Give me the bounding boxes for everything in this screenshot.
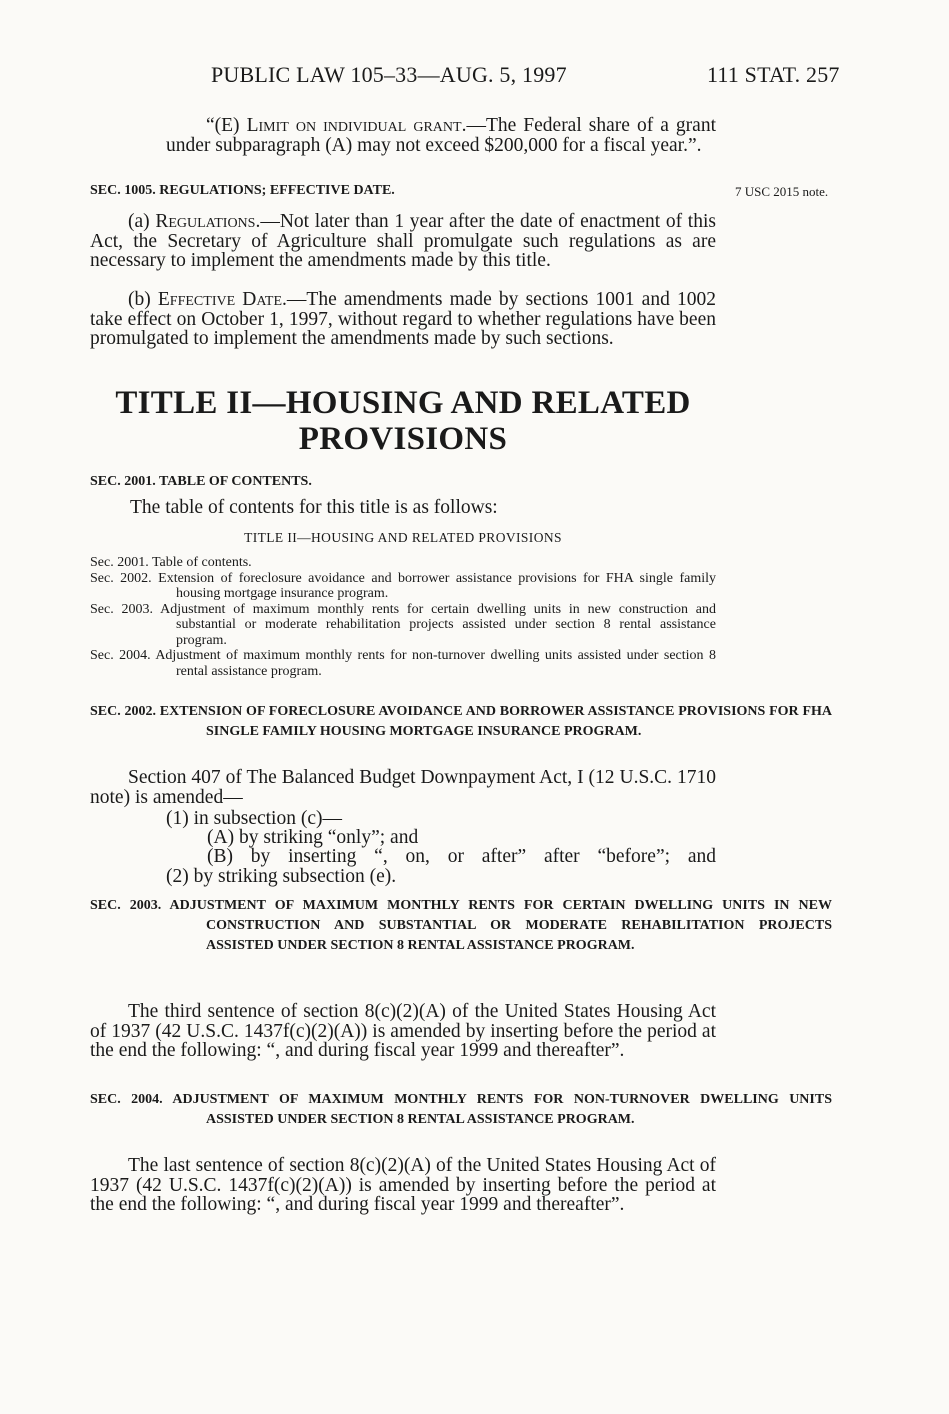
- sub-b-lead: (b): [128, 289, 158, 310]
- sec-2002-intro: Section 407 of The Balanced Budget Downpayment Act, I (12 U.S.C. 1710 note) is amended—: [90, 767, 716, 808]
- sec-2002-item-a: (A) by striking “only”; and: [207, 827, 419, 848]
- sub-a-lead: (a): [128, 211, 156, 232]
- sec-1005-subsection-b: [90, 290, 716, 349]
- toc-entry-2001: Sec. 2001. Table of contents.: [90, 555, 252, 570]
- sec-2002-heading: SEC. 2002. EXTENSION OF FORECLOSURE AVOIDANCE AND BORROWER ASSISTANCE PROVISIONS FOR FHA SINGLE FAMILY HOUSING MORTGAGE INSURANCE PROGRAM.: [90, 704, 832, 739]
- toc-entry-2003: Sec. 2003. Adjustment of maximum monthly rents for certain dwelling units in new construction and substantial or moderate rehabilitation projects assisted under section 8 rental assistance program.: [90, 601, 716, 648]
- page-stat-number: 111 STAT. 257: [707, 62, 840, 87]
- title-ii-heading: [90, 385, 716, 457]
- limit-clause-lead: “(E): [206, 115, 247, 136]
- sec-1005-heading: SEC. 1005. REGULATIONS; EFFECTIVE DATE.: [90, 183, 395, 198]
- title-line-1: TITLE II—HOUSING AND RELATED: [115, 385, 691, 421]
- toc-entry-2004: Sec. 2004. Adjustment of maximum monthly rents for non-turnover dwelling units assisted under section 8 rental assistance program.: [90, 648, 716, 679]
- sub-a-text: .—Not later than 1 year after the date of enactment of this Act, the Secretary of Agriculture shall promulgate such regulations as are necessary to implement the amendments made by this title.: [90, 211, 716, 271]
- running-header-left: PUBLIC LAW 105–33—AUG. 5, 1997: [211, 62, 567, 87]
- sec-2002-item-b: (B) by inserting “, on, or after” after “before”; and: [207, 846, 716, 867]
- sub-b-text: .—The amendments made by sections 1001 and 1002 take effect on October 1, 1997, without regard to whether regulations have been promulgated to implement the amendments made by such sections.: [90, 289, 716, 349]
- sec-2002-item-1: (1) in subsection (c)—: [166, 808, 342, 829]
- table-of-contents: [90, 555, 716, 679]
- limit-clause-heading: Limit on individual grant: [246, 115, 462, 136]
- sub-b-heading: Effective Date: [157, 289, 283, 310]
- sec-1005-subsection-a: [90, 212, 716, 271]
- toc-intro: The table of contents for this title is as follows:: [130, 497, 498, 518]
- toc-entry-2002: Sec. 2002. Extension of foreclosure avoidance and borrower assistance provisions for FHA single family housing mortgage insurance program.: [90, 570, 716, 601]
- sec-2003-text: The third sentence of section 8(c)(2)(A) of the United States Housing Act of 1937 (42 U.S.C. 1437f(c)(2)(A)) is amended by inserting before the period at the end the following: “, and during fiscal year 1999 and thereafter”.: [90, 1001, 716, 1061]
- sec-2001-heading: SEC. 2001. TABLE OF CONTENTS.: [90, 474, 312, 489]
- title-line-2: PROVISIONS: [298, 421, 508, 457]
- limit-clause: [166, 116, 716, 155]
- toc-title: TITLE II—HOUSING AND RELATED PROVISIONS: [244, 530, 562, 545]
- sub-a-heading: Regulations: [155, 211, 256, 232]
- sec-2002-item-2: (2) by striking subsection (e).: [166, 866, 397, 887]
- sec-2004-heading: SEC. 2004. ADJUSTMENT OF MAXIMUM MONTHLY RENTS FOR NON-TURNOVER DWELLING UNITS ASSISTED UNDER SECTION 8 RENTAL ASSISTANCE PROGRAM.: [90, 1092, 832, 1127]
- margin-note-usc: 7 USC 2015 note.: [735, 184, 829, 199]
- limit-clause-text: .—The Federal share of a grant under subparagraph (A) may not exceed $200,000 for a fiscal year.”.: [166, 115, 716, 156]
- sec-2004-text: The last sentence of section 8(c)(2)(A) of the United States Housing Act of 1937 (42 U.S.C. 1437f(c)(2)(A)) is amended by inserting before the period at the end the following: “, and during fiscal year 1999 and thereafter”.: [90, 1155, 716, 1215]
- sec-2003-heading: SEC. 2003. ADJUSTMENT OF MAXIMUM MONTHLY RENTS FOR CERTAIN DWELLING UNITS IN NEW CONSTRUCTION AND SUBSTANTIAL OR MODERATE REHABILITATION PROJECTS ASSISTED UNDER SECTION 8 RENTAL ASSISTANCE PROGRAM.: [90, 898, 832, 953]
